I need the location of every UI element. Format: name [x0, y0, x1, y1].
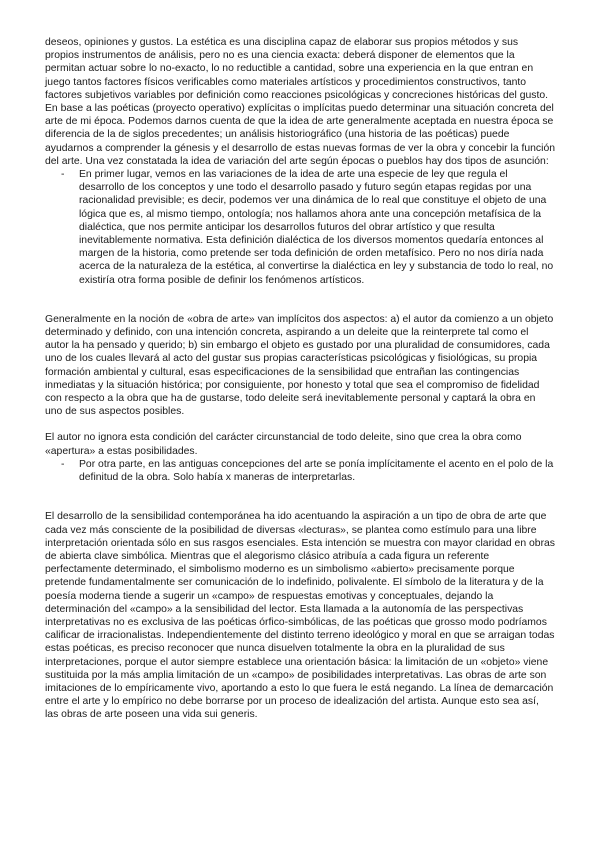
- list-item: [45, 168, 555, 287]
- spacer: [45, 497, 555, 510]
- dash-bullet: -: [61, 458, 65, 470]
- spacer: [45, 300, 555, 313]
- dash-bullet: -: [61, 169, 65, 181]
- assumption-list-2: [45, 458, 555, 484]
- list-item-text: Por otra parte, en las antiguas concepciones del arte se ponía implícitamente el acento en el polo de la definitud de la obra. Solo había x maneras de interpretarlas.: [79, 458, 554, 484]
- paragraph-contemporary-sensibility: El desarrollo de la sensibilidad contemporánea ha ido acentuando la aspiración a un tipo de obra de arte que cada vez más consciente de la posibilidad de diversas «lecturas», se plantea como estímulo para una libre interpretación orientada sólo en sus rasgos esenciales. Esta intención se muestra con mayor claridad en obras de abierta clave simbólica. Mientras que el alegorismo clásico atribuía a cada figura un referente perfectamente determinado, el simbolismo moderno es un simbolismo «abierto» precisamente porque pretende fundamentalmente ser comunicación de lo indefinido, polivalente. El símbolo de la literatura y de la poesía moderna tiende a sugerir un «campo» de respuestas emotivas y conceptuales, dejando la determinación del «campo» a la sensibilidad del lector. Esta llamada a la autonomía de las perspectivas interpretativas no es exclusiva de las poéticas órfico-simbólicas, de las poéticas que grosso modo podríamos calificar de irracionalistas. Independientemente del distinto terreno ideológico y moral en que se arraigan todas estas poéticas, es preciso reconocer que nunca disuelven totalmente la obra en la pluralidad de sus interpretaciones, porque el autor siempre establece una orientación básica: la limitación de un «objeto» viene sustituida por la más amplia limitación de un «campo» de posibilidades interpretativas. Las obras de arte son imitaciones de lo empíricamente vivo, aportando a esto lo que fuera le está negando. La línea de demarcación entre el arte y lo empírico no debe borrarse por un proceso de idealización del artista. Aunque esto sea así, las obras de arte poseen una vida sui generis.: [45, 511, 555, 721]
- list-item: [45, 458, 555, 484]
- assumption-list-1: [45, 168, 555, 287]
- document-body: [45, 36, 555, 735]
- paragraph-author-opening: El autor no ignora esta condición del carácter circunstancial de todo deleite, sino que crea la obra como «apertura» a estas posibilidades.: [45, 432, 522, 457]
- paragraph-work-of-art-notion: Generalmente en la noción de «obra de arte» van implícitos dos aspectos: a) el autor da comienzo a un objeto determinado y definido, con una intención concreta, aspirando a un deleite que la reinterprete tal como el autor la ha pensado y querido; b) sin embargo el objeto es gustado por una pluralidad de consumidores, cada uno de los cuales llevará al acto del gustar sus propias características psicológicas y fisiológicas, su propia formación ambiental y cultural, esas especificaciones de la sensibilidad que entrañan las contingencias inmediatas y la situación histórica; por consiguiente, por honesto y total que sea el compromiso de fidelidad con respecto a la obra que ha de gustarse, todo deleite será inevitablemente personal y captará la obra en uno de sus aspectos posibles.: [45, 313, 554, 418]
- list-item-text: En primer lugar, vemos en las variaciones de la idea de arte una especie de ley que regula el desarrollo de los conceptos y une todo el desarrollo pasado y futuro según etapas regidas por una racionalidad previsible; es decir, podemos ver una dinámica de lo real que constituye el objeto de una lógica que es, al mismo tiempo, ontología; nos hallamos ahora ante una concepción metafísica de la dialéctica, que nos permite anticipar los desarrollos futuros del obrar artístico y que resulta inevitablemente normativa. Esta definición dialéctica de los diversos momentos quedaría entonces al margen de la historia, como pretende ser toda definición de orden metafísico. Pero no nos diría nada acerca de la naturaleza de la estética, al convertirse la dialéctica en ley y substancia de todo lo real, no existiría otra forma posible de definir los fenómenos artísticos.: [79, 169, 554, 286]
- paragraph-aesthetics-method: deseos, opiniones y gustos. La estética es una disciplina capaz de elaborar sus propios métodos y sus propios instrumentos de análisis, pero no es una ciencia exacta: deberá disponer de elementos que la permitan actuar sobre lo no-exacto, lo no reductible a cantidad, sobre una experiencia en la que entran en juego tantos factores físicos verificables como materiales artísticos y procedimientos constructivos, tanto factores subjetivos variables por definición como reacciones psicológicas y concreciones históricas del gusto. En base a las poéticas (proyecto operativo) explícitas o implícitas puedo determinar una situación concreta del arte de mi época. Podemos darnos cuenta de que la idea de arte generalmente aceptada en nuestra época se diferencia de la de siglos precedentes; un análisis historiográfico (una historia de las poéticas) puede ayudarnos a comprender la génesis y el desarrollo de estas nuevas formas de ver la obra y concebir la función del arte. Una vez constatada la idea de variación del arte según épocas o pueblos hay dos tipos de asunción:: [45, 37, 555, 167]
